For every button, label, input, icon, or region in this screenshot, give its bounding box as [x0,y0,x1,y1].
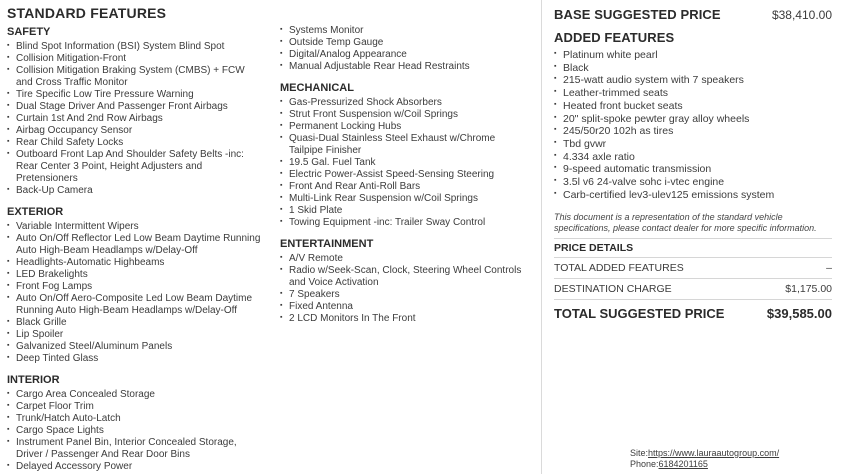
bullet-icon: ▪ [7,330,10,337]
feature-item-label: Permanent Locking Hubs [289,121,402,132]
bullet-icon: ▪ [280,182,283,189]
feature-item [7,149,261,185]
base-price-label: BASE SUGGESTED PRICE [554,7,721,22]
feature-section [7,374,261,473]
feature-item-label: Cargo Space Lights [16,425,104,436]
feature-item-label: 9-speed automatic transmission [563,163,712,176]
feature-item [554,163,776,176]
site-line [630,448,779,459]
feature-item [280,193,530,205]
feature-item-label: Outside Temp Gauge [289,37,384,48]
total-suggested-price-value: $39,585.00 [766,306,832,322]
feature-item [7,233,261,257]
bullet-icon: ▪ [280,38,283,45]
feature-item [7,425,261,437]
bullet-icon: ▪ [280,122,283,129]
feature-item [280,61,530,73]
feature-section [280,82,530,229]
feature-item-label: Digital/Analog Appearance [289,49,407,60]
feature-section [7,206,261,365]
feature-item-label: Back-Up Camera [16,185,93,196]
feature-item-label: Collision Mitigation-Front [16,53,127,64]
feature-item-label: Curtain 1st And 2nd Row Airbags [16,113,163,124]
dealer-contact-footer [630,448,779,469]
bullet-icon: ▪ [280,266,283,273]
feature-section [7,26,261,197]
feature-item [7,341,261,353]
feature-item [7,53,261,65]
bullet-icon: ▪ [280,194,283,201]
bullet-icon: ▪ [7,186,10,193]
destination-charge-label: DESTINATION CHARGE [554,283,672,296]
feature-item-label: Airbag Occupancy Sensor [16,125,133,136]
feature-item [280,121,530,133]
feature-item [554,189,776,202]
bullet-icon: ▪ [7,270,10,277]
feature-item [7,269,261,281]
feature-item [280,265,530,289]
bullet-icon: ▪ [7,42,10,49]
bullet-icon: ▪ [280,110,283,117]
feature-item-label: Auto On/Off Reflector Led Low Beam Daytime Running Auto High-Beam Headlamps w/Delay-Off [16,233,261,256]
feature-item [280,205,530,217]
feature-list [7,221,261,365]
feature-item-label: Headlights-Automatic Highbeams [16,257,165,268]
feature-item [280,289,530,301]
base-price-row [554,5,832,22]
feature-item-label: Manual Adjustable Rear Head Restraints [289,61,470,72]
feature-item-label: 1 Skid Plate [289,205,343,216]
feature-item-label: Gas-Pressurized Shock Absorbers [289,97,442,108]
feature-item [554,138,776,151]
feature-item-label: Trunk/Hatch Auto-Latch [16,413,121,424]
feature-section [280,25,530,73]
bullet-icon: ▪ [7,90,10,97]
feature-list [7,389,261,473]
bullet-icon: ▪ [7,462,10,469]
bullet-icon: ▪ [554,75,557,83]
feature-item-label: Electric Power-Assist Speed-Sensing Steering [289,169,495,180]
total-added-features-value: – [826,262,832,275]
feature-item [280,133,530,157]
feature-item [7,113,261,125]
feature-item [554,87,776,100]
bullet-icon: ▪ [280,26,283,33]
feature-item-label: Leather-trimmed seats [563,87,669,100]
feature-item-label: Systems Monitor [289,25,364,36]
feature-item-label: Instrument Panel Bin, Interior Concealed Storage, Driver / Passenger And Rear Door Bins [16,437,237,460]
bullet-icon: ▪ [280,302,283,309]
feature-item [280,97,530,109]
bullet-icon: ▪ [280,98,283,105]
feature-item [7,353,261,365]
bullet-icon: ▪ [7,414,10,421]
bullet-icon: ▪ [7,102,10,109]
bullet-icon: ▪ [280,254,283,261]
feature-item [280,37,530,49]
feature-item [7,221,261,233]
feature-item-label: Carpet Floor Trim [16,401,94,412]
standard-features-column-1 [7,5,261,473]
feature-item [554,49,776,62]
feature-item-label: Blind Spot Information (BSI) System Blind Spot [16,41,225,52]
bullet-icon: ▪ [280,134,283,141]
feature-item [7,437,261,461]
feature-item [554,151,776,164]
bullet-icon: ▪ [7,54,10,61]
feature-item-label: Dual Stage Driver And Passenger Front Airbags [16,101,228,112]
bullet-icon: ▪ [280,170,283,177]
feature-list [280,253,530,325]
bullet-icon: ▪ [554,50,557,57]
feature-item [7,293,261,317]
feature-item-label: Carb-certified lev3-ulev125 emissions system [563,188,775,201]
bullet-icon: ▪ [554,164,557,172]
feature-item [280,217,530,229]
feature-item [7,281,261,293]
section-header: INTERIOR [7,374,60,386]
bullet-icon: ▪ [280,206,283,213]
page-title: STANDARD FEATURES [7,5,167,21]
feature-item [280,253,530,265]
bullet-icon: ▪ [7,402,10,409]
feature-item-label: Fixed Antenna [289,301,353,312]
bullet-icon: ▪ [7,66,10,73]
feature-item-label: 215-watt audio system with 7 speakers [563,74,744,87]
total-added-features-row [554,258,832,279]
feature-item-label: Tbd gvwr [563,137,607,150]
feature-item-label: Collision Mitigation Braking System (CMBS) + FCW and Cross Traffic Monitor [16,65,245,88]
feature-item-label: Front And Rear Anti-Roll Bars [289,181,421,192]
feature-item [7,41,261,53]
bullet-icon: ▪ [7,138,10,145]
column-1-sections [7,26,261,473]
feature-item-label: 20" split-spoke pewter gray alloy wheels [563,112,750,125]
bullet-icon: ▪ [280,62,283,69]
feature-item-label: Cargo Area Concealed Storage [16,389,155,400]
bullet-icon: ▪ [7,258,10,265]
bullet-icon: ▪ [7,294,10,301]
feature-item-label: Black [563,61,589,74]
section-header: EXTERIOR [7,206,64,218]
feature-item [554,62,776,75]
feature-item-label: 3.5l v6 24-valve sohc i-vtec engine [563,176,725,189]
feature-item-label: Strut Front Suspension w/Coil Springs [289,109,458,120]
bullet-icon: ▪ [554,177,557,185]
price-details-header: PRICE DETAILS [554,238,832,258]
bullet-icon: ▪ [554,88,557,96]
feature-section [280,238,530,325]
feature-item-label: Heated front bucket seats [563,99,683,112]
bullet-icon: ▪ [7,114,10,121]
feature-item-label: 4.334 axle ratio [563,150,635,163]
bullet-icon: ▪ [7,390,10,397]
phone-link[interactable]: 6184201165 [658,458,708,469]
feature-item [554,125,776,138]
bullet-icon: ▪ [280,50,283,57]
feature-item [7,461,261,473]
feature-item [7,401,261,413]
bullet-icon: ▪ [7,282,10,289]
feature-item [280,181,530,193]
added-features-list [554,49,776,201]
total-suggested-price-label: TOTAL SUGGESTED PRICE [554,306,725,322]
feature-item-label: A/V Remote [289,253,343,264]
feature-item [7,137,261,149]
feature-item-label: 7 Speakers [289,289,340,300]
bullet-icon: ▪ [554,138,557,146]
bullet-icon: ▪ [554,151,557,159]
bullet-icon: ▪ [280,290,283,297]
bullet-icon: ▪ [7,342,10,349]
bullet-icon: ▪ [7,126,10,133]
feature-item [7,65,261,89]
bullet-icon: ▪ [554,126,557,134]
feature-item [7,389,261,401]
feature-item-label: Variable Intermittent Wipers [16,221,139,232]
price-panel [541,0,842,474]
feature-item-label: Quasi-Dual Stainless Steel Exhaust w/Chrome Tailpipe Finisher [289,133,496,156]
feature-item [7,257,261,269]
feature-item [280,49,530,61]
bullet-icon: ▪ [554,62,557,70]
feature-list [7,41,261,197]
bullet-icon: ▪ [280,314,283,321]
bullet-icon: ▪ [7,222,10,229]
feature-item-label: Galvanized Steel/Aluminum Panels [16,341,173,352]
bullet-icon: ▪ [280,218,283,225]
section-header: SAFETY [7,26,51,38]
bullet-icon: ▪ [554,189,557,197]
feature-item [554,74,776,87]
site-link[interactable]: https://www.lauraautogroup.com/ [648,448,780,458]
base-price-value: $38,410.00 [771,8,832,22]
feature-item [280,157,530,169]
feature-item [280,109,530,121]
feature-item [554,176,776,189]
feature-item [554,100,776,113]
destination-charge-row [554,279,832,300]
feature-item-label: Multi-Link Rear Suspension w/Coil Springs [289,193,478,204]
bullet-icon: ▪ [7,354,10,361]
feature-item-label: Black Grille [16,317,67,328]
feature-item-label: Platinum white pearl [563,49,658,61]
section-header: ENTERTAINMENT [280,238,374,250]
feature-item [280,301,530,313]
total-suggested-price-row [554,300,832,325]
feature-item-label: Towing Equipment -inc: Trailer Sway Control [289,217,486,228]
bullet-icon: ▪ [7,318,10,325]
feature-item-label: Rear Child Safety Locks [16,137,124,148]
feature-item [7,89,261,101]
feature-item [7,101,261,113]
phone-label: Phone: [630,458,659,469]
total-added-features-label: TOTAL ADDED FEATURES [554,262,684,275]
feature-item-label: Deep Tinted Glass [16,353,99,364]
bullet-icon: ▪ [7,438,10,445]
feature-item-label: Radio w/Seek-Scan, Clock, Steering Wheel Controls and Voice Activation [289,265,522,288]
bullet-icon: ▪ [554,113,557,121]
destination-charge-value: $1,175.00 [785,283,832,296]
feature-item-label: Tire Specific Low Tire Pressure Warning [16,89,194,100]
bullet-icon: ▪ [280,158,283,165]
bullet-icon: ▪ [554,100,557,108]
feature-item [280,313,530,325]
section-header: MECHANICAL [280,82,354,94]
feature-item [280,169,530,181]
feature-item-label: 19.5 Gal. Fuel Tank [289,157,376,168]
feature-item [7,329,261,341]
feature-item-label: Delayed Accessory Power [16,461,133,472]
price-details-section [554,238,832,325]
feature-item-label: Front Fog Lamps [16,281,93,292]
feature-item-label: 2 LCD Monitors In The Front [289,313,416,324]
feature-item [280,25,530,37]
feature-item [7,317,261,329]
feature-item [7,125,261,137]
feature-item-label: Lip Spoiler [16,329,64,340]
feature-item-label: 245/50r20 102h as tires [563,125,674,138]
phone-line [630,459,779,470]
feature-item [7,185,261,197]
feature-item [7,413,261,425]
feature-list [280,97,530,229]
added-features-header: ADDED FEATURES [554,30,675,45]
feature-item-label: LED Brakelights [16,269,88,280]
standard-features-column-2 [280,25,530,325]
bullet-icon: ▪ [7,234,10,241]
disclaimer-text: This document is a representation of the standard vehicle specifications, please contact dealer for more specific information. [554,212,817,234]
feature-item [554,113,776,126]
column-2-sections [280,25,530,325]
site-label: Site: [630,448,649,458]
bullet-icon: ▪ [7,426,10,433]
feature-list [280,25,530,73]
bullet-icon: ▪ [7,150,10,157]
feature-item-label: Outboard Front Lap And Shoulder Safety Belts -inc: Rear Center 3 Point, Height Adjusters and Pretensioners [16,149,244,184]
feature-item-label: Auto On/Off Aero-Composite Led Low Beam Daytime Running Auto High-Beam Headlamps w/Delay-Off [16,293,253,316]
